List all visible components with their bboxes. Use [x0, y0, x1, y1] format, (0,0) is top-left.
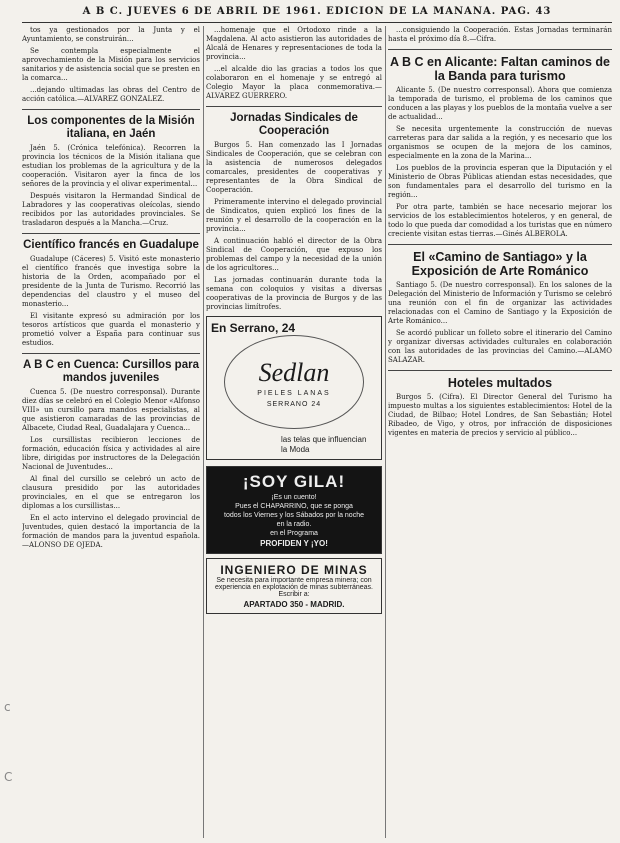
paragraph: Por otra parte, también se hace necesario mejorar los servicios de los establecimientos hoteleros, y en general, de todo lo que pueda dar comodidad a los turistas que en número creciente visitan estas tierras.—Ginés ALBEROLA.	[388, 203, 612, 238]
ad-title: ¡SOY GILA!	[242, 472, 346, 491]
paragraph: Se acordó publicar un folleto sobre el itinerario del Camino y organizar diversas actividades culturales en colaboración con las autoridades de las provincias del Camino.—ALAMO SALAZAR.	[388, 329, 612, 364]
ad-program: PROFIDEN Y ¡YO!	[260, 539, 328, 548]
ad-title: INGENIERO DE MINAS	[220, 563, 368, 577]
paragraph: Alicante 5. (De nuestro corresponsal). Ahora que comienza la temporada de turismo, el problema de los caminos que conducen a las playas y los pueblos de la montaña vuelve a ser de actualidad...	[388, 86, 612, 121]
headline-jornadas: Jornadas Sindicales de Cooperación	[230, 112, 358, 137]
page-header: A B C. JUEVES 6 DE ABRIL DE 1961. EDICION DE LA MAÑANA. PAG. 43	[22, 6, 612, 23]
paragraph: Guadalupe (Cáceres) 5. Visitó este monasterio el científico francés que investiga sobre la historia de la Orden, acompañado por el presidente de la Junta de Turismo. Recorrió las dependencias del claustro y el museo del monasterio...	[22, 255, 200, 308]
brand-address: SERRANO 24	[266, 401, 322, 408]
headline-hoteles: Hoteles multados	[447, 376, 553, 390]
paragraph: Las jornadas continuarán durante toda la semana con coloquios y visitas a diversas cooperativas de la provincia de Burgos y de las provincias limítrofes.	[206, 276, 382, 311]
sedlan-ad	[206, 316, 382, 460]
paragraph: Jaén 5. (Crónica telefónica). Recorren la provincia los técnicos de la Misión italiana que estudian los problemas de la agricultura y de la cooperación. Visitaron ayer la finca de los señores de la provincia y el olivar experimental...	[22, 144, 200, 188]
margin-mark: C	[4, 770, 13, 784]
ad-tagline: las telas que influencian	[281, 435, 367, 444]
gila-ad	[206, 466, 382, 554]
ad-line: en la radio.	[276, 521, 312, 528]
ad-line: ¡Es un cuento!	[271, 494, 317, 501]
brand-name: Sedlan	[258, 358, 330, 387]
brand-logo	[224, 335, 364, 429]
paragraph: Los pueblos de la provincia esperan que la Diputación y el Ministerio de Obras Públicas atiendan estas necesidades, que son fundamentales para el desarrollo del turismo en la región...	[388, 164, 612, 199]
ingeniero-ad	[206, 558, 382, 614]
headline-alicante: A B C en Alicante: Faltan caminos de la Banda para turismo	[390, 55, 610, 83]
paragraph: Se contempla especialmente el aprovechamiento de la Misión para los servicios sanitarios y de asistencia social que se presten en la comarca...	[22, 47, 200, 82]
divider	[388, 244, 612, 245]
paragraph: ...homenaje que el Ortodoxo rinde a la Magdalena. Al acto asistieron las autoridades de Alcalá de Henares y representaciones de toda la provincia...	[206, 26, 382, 61]
paragraph: ...consiguiendo la Cooperación. Estas Jornadas terminarán hasta el próximo día 8.—Cifra.	[388, 26, 612, 43]
column-3	[388, 26, 612, 838]
divider	[388, 49, 612, 50]
divider	[22, 109, 200, 110]
paragraph: El visitante expresó su admiración por los tesoros artísticos que guarda el monasterio y prometió volver a España para continuar sus estudios.	[22, 312, 200, 347]
margin-mark: c	[4, 700, 11, 714]
paragraph: Después visitaron la Hermandad Sindical de Labradores y las cooperativas oleícolas, siendo recibidos por las autoridades provinciales. Se trasladaron después a la Mancha.—Cruz.	[22, 192, 200, 227]
ad-apartado: APARTADO 350 - MADRID.	[243, 600, 345, 609]
ad-tagline: la Moda	[281, 445, 310, 454]
ad-line: todos los Viernes y los Sábados por la noche	[224, 512, 364, 519]
paragraph: A continuación habló el director de la Obra Sindical de Cooperación, que expuso los problemas del campo y la necesidad de la unión de los agricultores...	[206, 237, 382, 272]
ad-line: Pues el CHAPARRINO, que se ponga	[235, 503, 353, 510]
headline-camino: El «Camino de Santiago» y la Exposición de Arte Románico	[411, 250, 589, 278]
paragraph: ...el alcalde dio las gracias a todos los que colaboraron en el homenaje y se entregó al Colegio Mayor la placa conmemorativa.—ALVAREZ GUERRERO.	[206, 65, 382, 100]
paragraph: Primeramente intervino el delegado provincial de Sindicatos, quien explicó los fines de la reunión y el desarrollo de la cooperación en la provincia...	[206, 198, 382, 233]
paragraph: Los cursillistas recibieron lecciones de formación, educación física y actividades al aire libre, dirigidas por instructores de la Delegación Nacional de Juventudes...	[22, 436, 200, 471]
divider	[206, 106, 382, 107]
column-rule	[203, 26, 204, 838]
paragraph: Cuenca 5. (De nuestro corresponsal). Durante diez días se celebró en el Colegio Menor «Alfonso VIII» un cursillo para mandos especialistas, al que asistieron camaradas de las provincias de Albacete, Ciudad Real, Guadalajara y Cuenca...	[22, 388, 200, 432]
column-2	[206, 26, 382, 838]
paragraph: ...dejando ultimadas las obras del Centro de acción católica.—ALVAREZ GONZALEZ.	[22, 86, 200, 103]
paragraph: Burgos 5. (Cifra). El Director General del Turismo ha impuesto multas a los siguientes establecimientos: Hotel de la Ciudad, de Bilbao; Hotel Londres, de San Sebastián; Hotel Ribadeo, de Vigo, y otros, por infracción de disposiciones vigentes en materia de precios y servicio al público...	[388, 393, 612, 437]
ad-address: En Serrano, 24	[211, 321, 296, 335]
paragraph: Al final del cursillo se celebró un acto de clausura presidido por las autoridades provinciales, en el que se entregaron los diplomas a los cursillistas...	[22, 475, 200, 510]
ad-text: Se necesita para importante empresa minera; con experiencia en explotación de minas subterráneas. Escribir a:	[215, 577, 373, 598]
paragraph: Se necesita urgentemente la construcción de nuevas carreteras para dar salida a la región, y es necesario que los organismos se ocupen de la mejora de los caminos, especialmente en la zona de la Marina...	[388, 125, 612, 160]
headline-cuenca: A B C en Cuenca: Cursillos para mandos juveniles	[23, 359, 199, 384]
paragraph: tos ya gestionados por la Junta y el Ayuntamiento, se construirán...	[22, 26, 200, 43]
ad-line: en el Programa	[270, 530, 318, 537]
headline-cientifico: Científico francés en Guadalupe	[23, 239, 199, 251]
paragraph: Santiago 5. (De nuestro corresponsal). En los salones de la Delegación del Ministerio de Información y Turismo se celebró una reunión con el fin de organizar las actividades relacionadas con el Camino de Santiago y la Exposición de Arte Románico...	[388, 281, 612, 325]
headline-mision: Los componentes de la Misión italiana, en Jaén	[27, 115, 195, 140]
column-1	[22, 26, 200, 838]
paragraph: Burgos 5. Han comenzado las I Jornadas Sindicales de Cooperación, que se celebran con la asistencia de numerosos delegados comarcales, presidentes de cooperativas y representantes de la Obra Sindical de Cooperación.	[206, 141, 382, 194]
divider	[22, 353, 200, 354]
divider	[388, 370, 612, 371]
paragraph: En el acto intervino el delegado provincial de Juventudes, quien destacó la importancia de la formación de mandos para la juventud española.—ALONSO DE OJEDA.	[22, 514, 200, 549]
brand-subtitle: PIELES LANAS	[257, 390, 331, 397]
divider	[22, 233, 200, 234]
column-rule	[385, 26, 386, 838]
